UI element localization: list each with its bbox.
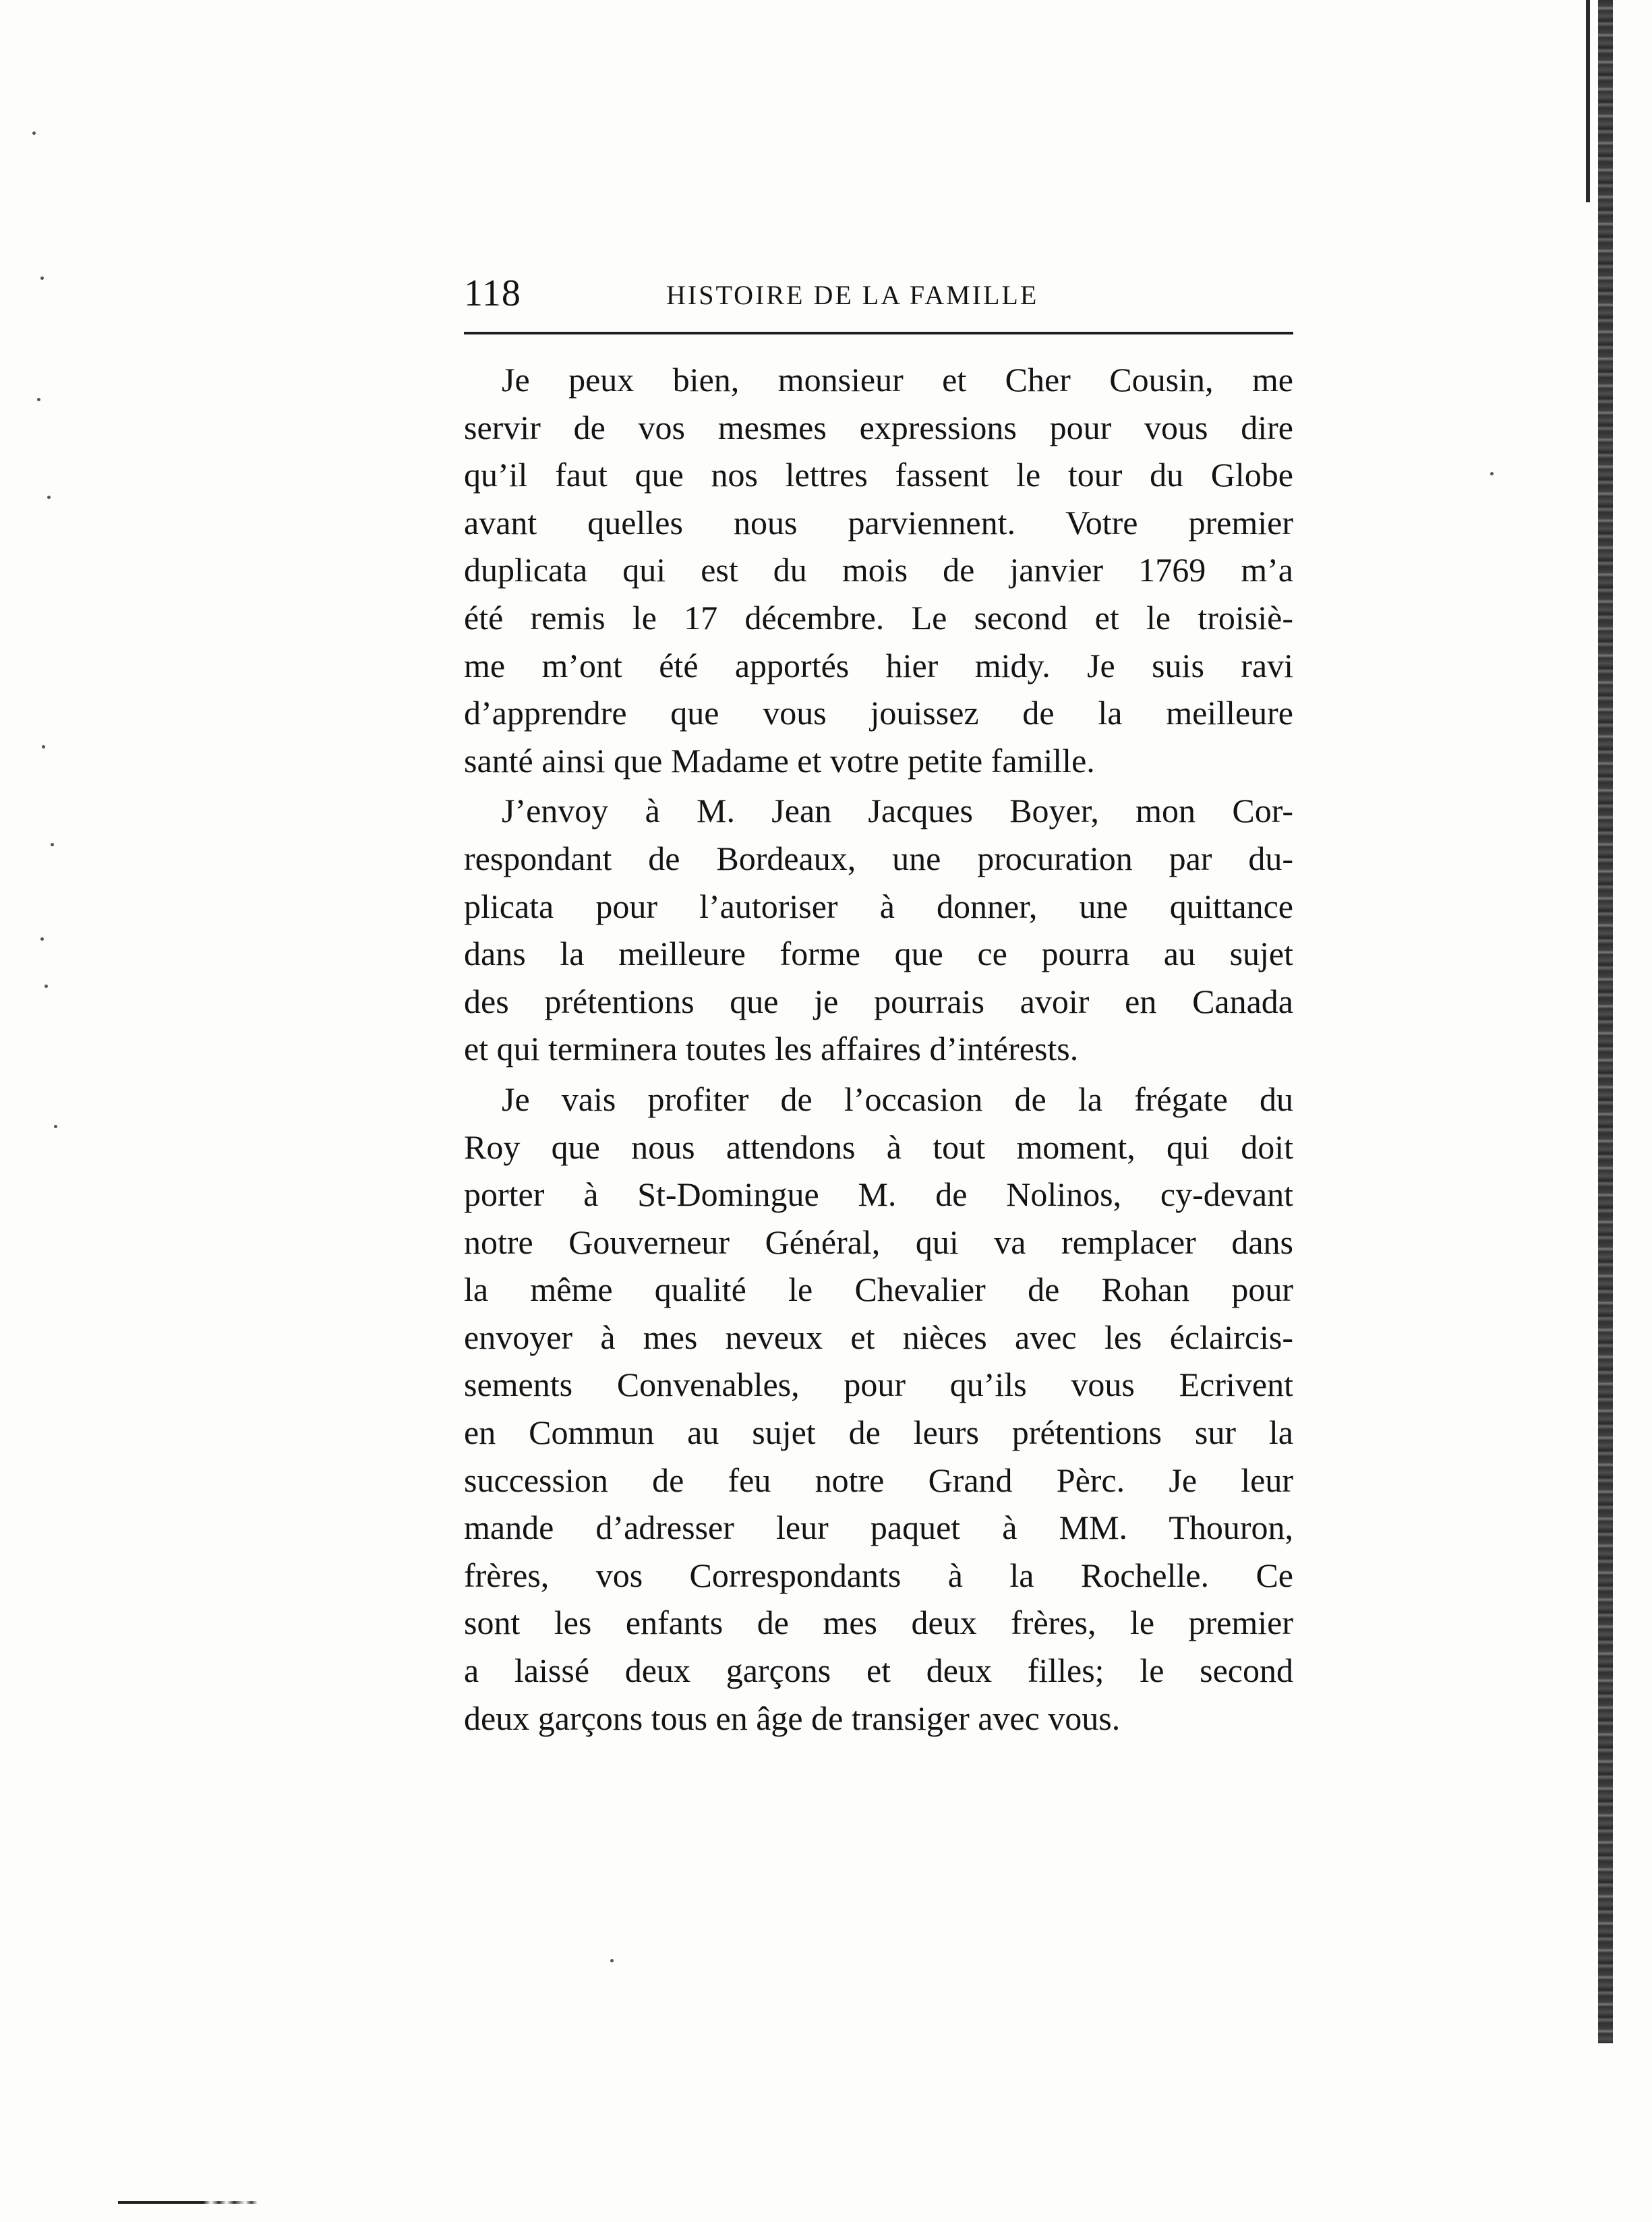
paragraph [464,1076,1293,1742]
text-line: succession de feu notre Grand Pèrc. Je leur [464,1461,1293,1499]
paragraph [464,356,1293,784]
text-line: J’envoy à M. Jean Jacques Boyer, mon Cor- [502,792,1293,830]
text-line: dans la meilleure forme que ce pourra au sujet [464,935,1293,973]
header-rule [464,332,1293,334]
body-text [464,356,1293,1742]
text-line: qu’il faut que nos lettres fassent le tour du Globe [464,456,1293,494]
text-line: en Commun au sujet de leurs prétentions sur la [464,1413,1293,1452]
text-line: la même qualité le Chevalier de Rohan pour [464,1270,1293,1309]
text-line: été remis le 17 décembre. Le second et le troisiè- [464,598,1293,637]
text-line: a laissé deux garçons et deux filles; le second [464,1651,1293,1690]
text-line: Je peux bien, monsieur et Cher Cousin, me [502,361,1293,399]
text-line: servir de vos mesmes expressions pour vous dire [464,408,1293,446]
running-title: HISTOIRE DE LA FAMILLE [666,280,1039,310]
text-line: frères, vos Correspondants à la Rochelle. Ce [464,1556,1293,1594]
text-line: plicata pour l’autoriser à donner, une quittance [464,887,1293,925]
text-line: Je vais profiter de l’occasion de la frégate du [502,1080,1293,1118]
text-line: d’apprendre que vous jouissez de la meilleure [464,694,1293,732]
text-line: Roy que nous attendons à tout moment, qui doit [464,1128,1293,1166]
text-line: mande d’adresser leur paquet à MM. Thouron, [464,1509,1293,1547]
text-line: deux garçons tous en âge de transiger avec vous. [464,1699,1121,1737]
text-line: et qui terminera toutes les affaires d’intérests. [464,1030,1079,1068]
text-line: avant quelles nous parviennent. Votre premier [464,503,1293,542]
text-line: santé ainsi que Madame et votre petite famille. [464,741,1095,780]
scan-bottom-mark [118,2201,273,2204]
text-line: notre Gouverneur Général, qui va remplacer dans [464,1223,1293,1261]
text-line: respondant de Bordeaux, une procuration par du- [464,839,1293,877]
text-line: sements Convenables, pour qu’ils vous Ecrivent [464,1366,1293,1404]
text-line: envoyer à mes neveux et nièces avec les éclaircis- [464,1318,1293,1356]
text-line: me m’ont été apportés hier midy. Je suis ravi [464,646,1293,684]
page-header [464,270,1293,330]
text-line: des prétentions que je pourrais avoir en Canada [464,982,1293,1020]
text-line: duplicata qui est du mois de janvier 1769 m’a [464,551,1293,589]
text-line: porter à St-Domingue M. de Nolinos, cy-devant [464,1175,1293,1214]
page-number: 118 [464,272,521,314]
paragraph [464,787,1293,1073]
scan-edge-border [1598,0,1613,2043]
text-line: sont les enfants de mes deux frères, le premier [464,1604,1293,1642]
scan-edge-shadow [1586,0,1590,202]
